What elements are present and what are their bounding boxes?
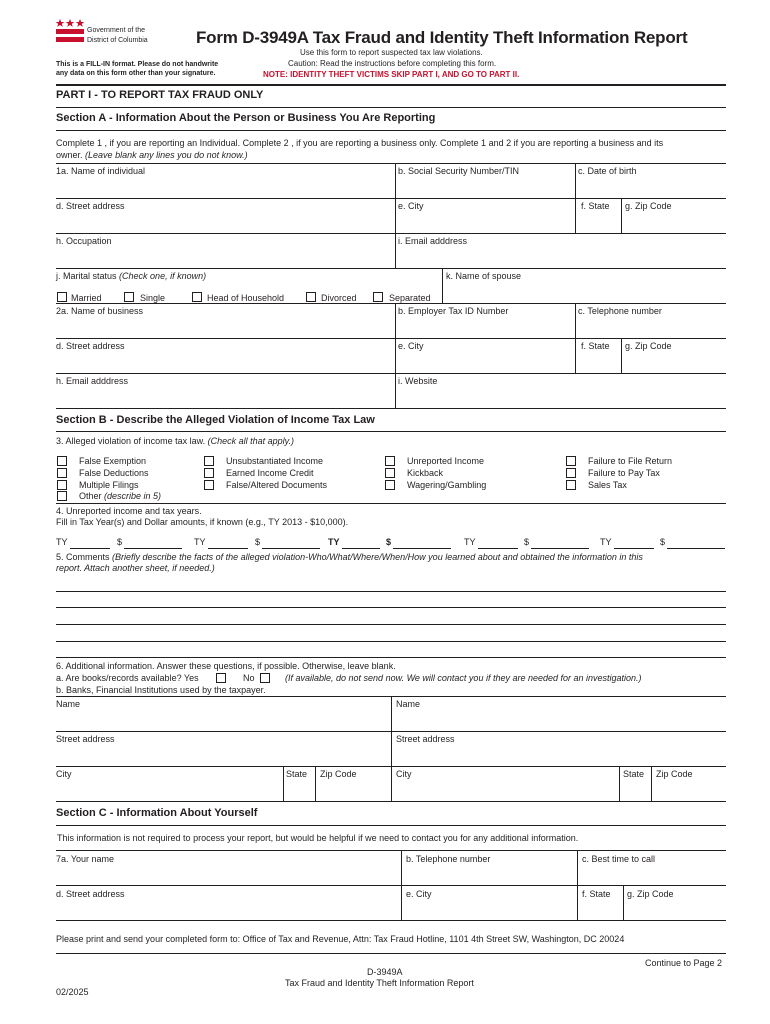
bank2-zip-label: Zip Code [656, 769, 693, 779]
checkbox-separated[interactable] [373, 292, 383, 302]
label-married: Married [71, 293, 102, 303]
dollar-label-2: $ [255, 537, 261, 547]
label-2i-website: i. Website [398, 376, 438, 386]
dollar-label-4: $ [524, 537, 530, 547]
sectionB-title: Section B - Describe the Alleged Violation of Income Tax Law [56, 414, 375, 426]
amount-input-1[interactable] [124, 548, 182, 549]
fillin-notice-line1: This is a FILL-IN format. Please do not handwrite [56, 61, 219, 68]
sectionC-instr: This information is not required to process your report, but would be helpful if we need to contact you for any additional information. [57, 833, 579, 843]
label-failure-to-file: Failure to File Return [588, 456, 673, 466]
checkbox-failure-to-file[interactable] [566, 456, 576, 466]
comment-line-1[interactable] [56, 591, 726, 592]
fillin-notice-line2: any data on this form other than your signature. [56, 70, 216, 77]
q5-hint: (Briefly describe the facts of the alleged violation-Who/What/Where/When/How you learned about and obtained the information in this [112, 552, 643, 562]
bank2-state-label: State [623, 769, 645, 779]
label-7b-phone: b. Telephone number [406, 854, 491, 864]
identity-theft-note: NOTE: IDENTITY THEFT VICTIMS SKIP PART I, AND GO TO PART II. [263, 70, 520, 79]
q5-line2: report. Attach another sheet, if needed.) [56, 563, 215, 573]
label-2e-city: e. City [398, 341, 424, 351]
footer-form-id: D-3949A [367, 967, 403, 977]
ty-input-5[interactable] [614, 548, 654, 549]
checkbox-false-deductions[interactable] [57, 468, 67, 478]
amount-input-4[interactable] [531, 548, 589, 549]
checkbox-divorced[interactable] [306, 292, 316, 302]
q6-line1: 6. Additional information. Answer these questions, if possible. Otherwise, leave blank. [56, 661, 396, 671]
q4-line1: 4. Unreported income and tax years. [56, 506, 202, 516]
ty-input-3[interactable] [342, 548, 380, 549]
q6b-label: b. Banks, Financial Institutions used by the taxpayer. [56, 685, 266, 695]
label-7g-zip: g. Zip Code [627, 889, 674, 899]
bank1-zip-label: Zip Code [320, 769, 357, 779]
label-unsubstantiated-income: Unsubstantiated Income [226, 456, 324, 466]
bank1-city-label: City [56, 769, 72, 779]
q3-label [56, 436, 294, 447]
label-1e-city: e. City [398, 201, 424, 211]
checkbox-failure-to-pay[interactable] [566, 468, 576, 478]
sectionA-instr2 [56, 150, 248, 161]
gov-line2: District of Columbia [87, 37, 148, 44]
dollar-label-5: $ [660, 537, 666, 547]
bank2-street-label: Street address [396, 734, 455, 744]
dc-flag-icon [56, 18, 84, 44]
q5-line1 [56, 552, 643, 563]
q3-text: 3. Alleged violation of income tax law. [56, 436, 206, 446]
comment-line-5[interactable] [56, 657, 726, 658]
q4-line2: Fill in Tax Year(s) and Dollar amounts, if known (e.g., TY 2013 - $10,000). [56, 517, 349, 527]
amount-input-3[interactable] [393, 548, 451, 549]
checkbox-kickback[interactable] [385, 468, 395, 478]
label-false-altered-documents: False/Altered Documents [226, 480, 328, 490]
ty-label-5: TY [600, 537, 612, 547]
label-false-deductions: False Deductions [79, 468, 149, 478]
footer-revision-date: 02/2025 [56, 987, 89, 997]
checkbox-false-altered-documents[interactable] [204, 480, 214, 490]
checkbox-married[interactable] [57, 292, 67, 302]
sectionA-instr1: Complete 1 , if you are reporting an Individual. Complete 2 , if you are reporting a business only. Complete 1 and 2 if you are reporting a business and its [56, 138, 664, 148]
marital-hint: (Check one, if known) [119, 271, 207, 281]
label-1j-marital [56, 271, 206, 282]
comment-line-4[interactable] [56, 641, 726, 642]
label-1b-ssn: b. Social Security Number/TIN [398, 166, 520, 176]
label-failure-to-pay: Failure to Pay Tax [588, 468, 660, 478]
checkbox-other[interactable] [57, 491, 67, 501]
label-sales-tax: Sales Tax [588, 480, 627, 490]
checkbox-earned-income-credit[interactable] [204, 468, 214, 478]
checkbox-wagering-gambling[interactable] [385, 480, 395, 490]
label-2b-ein: b. Employer Tax ID Number [398, 306, 509, 316]
dc-logo [56, 18, 84, 44]
continue-to-page-2: Continue to Page 2 [645, 958, 723, 968]
dollar-label-1: $ [117, 537, 123, 547]
bank2-name-label: Name [396, 699, 421, 709]
label-1k-spouse: k. Name of spouse [446, 271, 522, 281]
comment-line-3[interactable] [56, 624, 726, 625]
sectionC-title: Section C - Information About Yourself [56, 807, 258, 819]
bank1-street-label: Street address [56, 734, 115, 744]
label-7f-state: f. State [582, 889, 611, 899]
q6a-note: (If available, do not send now. We will contact you if they are needed for an investigation.) [285, 673, 642, 683]
label-wagering-gambling: Wagering/Gambling [407, 480, 487, 490]
checkbox-false-exemption[interactable] [57, 456, 67, 466]
label-1g-zip: g. Zip Code [625, 201, 672, 211]
other-hint: (describe in 5) [104, 491, 162, 501]
label-2h-email: h. Email adddress [56, 376, 129, 386]
label-7a-your-name: 7a. Your name [56, 854, 115, 864]
q3-hint: (Check all that apply.) [207, 436, 294, 446]
marital-label: j. Marital status [56, 271, 117, 281]
label-1f-state: f. State [581, 201, 610, 211]
ty-label-2: TY [194, 537, 206, 547]
checkbox-records-yes[interactable] [216, 673, 226, 683]
other-text: Other [79, 491, 102, 501]
label-separated: Separated [389, 293, 431, 303]
label-1d-street: d. Street address [56, 201, 125, 211]
footer-form-name: Tax Fraud and Identity Theft Information Report [285, 978, 474, 988]
label-1c-dob: c. Date of birth [578, 166, 637, 176]
label-2a-business: 2a. Name of business [56, 306, 144, 316]
sectionA-title: Section A - Information About the Person or Business You Are Reporting [56, 112, 436, 124]
ty-input-2[interactable] [208, 548, 248, 549]
label-multiple-filings: Multiple Filings [79, 480, 139, 490]
label-7e-city: e. City [406, 889, 432, 899]
dollar-label-3: $ [386, 537, 392, 547]
label-other [79, 491, 161, 502]
gov-line1: Government of the [87, 27, 145, 34]
q5-text: 5. Comments [56, 552, 110, 562]
checkbox-multiple-filings[interactable] [57, 480, 67, 490]
instr2-owner: owner. [56, 150, 83, 160]
label-divorced: Divorced [321, 293, 357, 303]
label-kickback: Kickback [407, 468, 444, 478]
label-7c-best-time: c. Best time to call [582, 854, 656, 864]
label-head-of-household: Head of Household [207, 293, 285, 303]
form-title: Form D-3949A Tax Fraud and Identity Theft Information Report [196, 28, 688, 47]
label-unreported-income: Unreported Income [407, 456, 485, 466]
checkbox-sales-tax[interactable] [566, 480, 576, 490]
mailing-instructions: Please print and send your completed form to: Office of Tax and Revenue, Attn: Tax Fraud Hotline, 1101 4th Street SW, Washington, DC 20024 [56, 934, 625, 944]
instr2-note: (Leave blank any lines you do not know.) [85, 150, 248, 160]
amount-input-2[interactable] [262, 548, 320, 549]
checkbox-head-of-household[interactable] [192, 292, 202, 302]
part1-rule [56, 107, 726, 108]
bank1-state-label: State [286, 769, 308, 779]
amount-input-5[interactable] [667, 548, 725, 549]
label-false-exemption: False Exemption [79, 456, 147, 466]
ty-label-3: TY [328, 537, 340, 547]
checkbox-unsubstantiated-income[interactable] [204, 456, 214, 466]
subtitle-1: Use this form to report suspected tax law violations. [300, 48, 483, 57]
subtitle-2: Caution: Read the instructions before completing this form. [288, 59, 497, 68]
label-2c-phone: c. Telephone number [578, 306, 662, 316]
label-earned-income-credit: Earned Income Credit [226, 468, 314, 478]
sectionA-rule [56, 130, 726, 131]
comment-line-2[interactable] [56, 607, 726, 608]
header-rule [56, 84, 726, 86]
bank2-city-label: City [396, 769, 412, 779]
label-1i-email: i. Email adddress [398, 236, 468, 246]
label-1h-occupation: h. Occupation [56, 236, 112, 246]
ty-input-4[interactable] [478, 548, 518, 549]
ty-label-4: TY [464, 537, 476, 547]
label-2d-street: d. Street address [56, 341, 125, 351]
label-single: Single [140, 293, 166, 303]
bank1-name-label: Name [56, 699, 81, 709]
label-7d-street: d. Street address [56, 889, 125, 899]
label-1a-name: 1a. Name of individual [56, 166, 146, 176]
label-2f-state: f. State [581, 341, 610, 351]
checkbox-records-no[interactable] [260, 673, 270, 683]
label-2g-zip: g. Zip Code [625, 341, 672, 351]
q6a-no-label: No [243, 673, 255, 683]
part1-title: PART I - TO REPORT TAX FRAUD ONLY [56, 89, 264, 101]
ty-label-1: TY [56, 537, 68, 547]
checkbox-unreported-income[interactable] [385, 456, 395, 466]
ty-input-1[interactable] [70, 548, 110, 549]
checkbox-single[interactable] [124, 292, 134, 302]
q6a-label: a. Are books/records available? Yes [56, 673, 199, 683]
